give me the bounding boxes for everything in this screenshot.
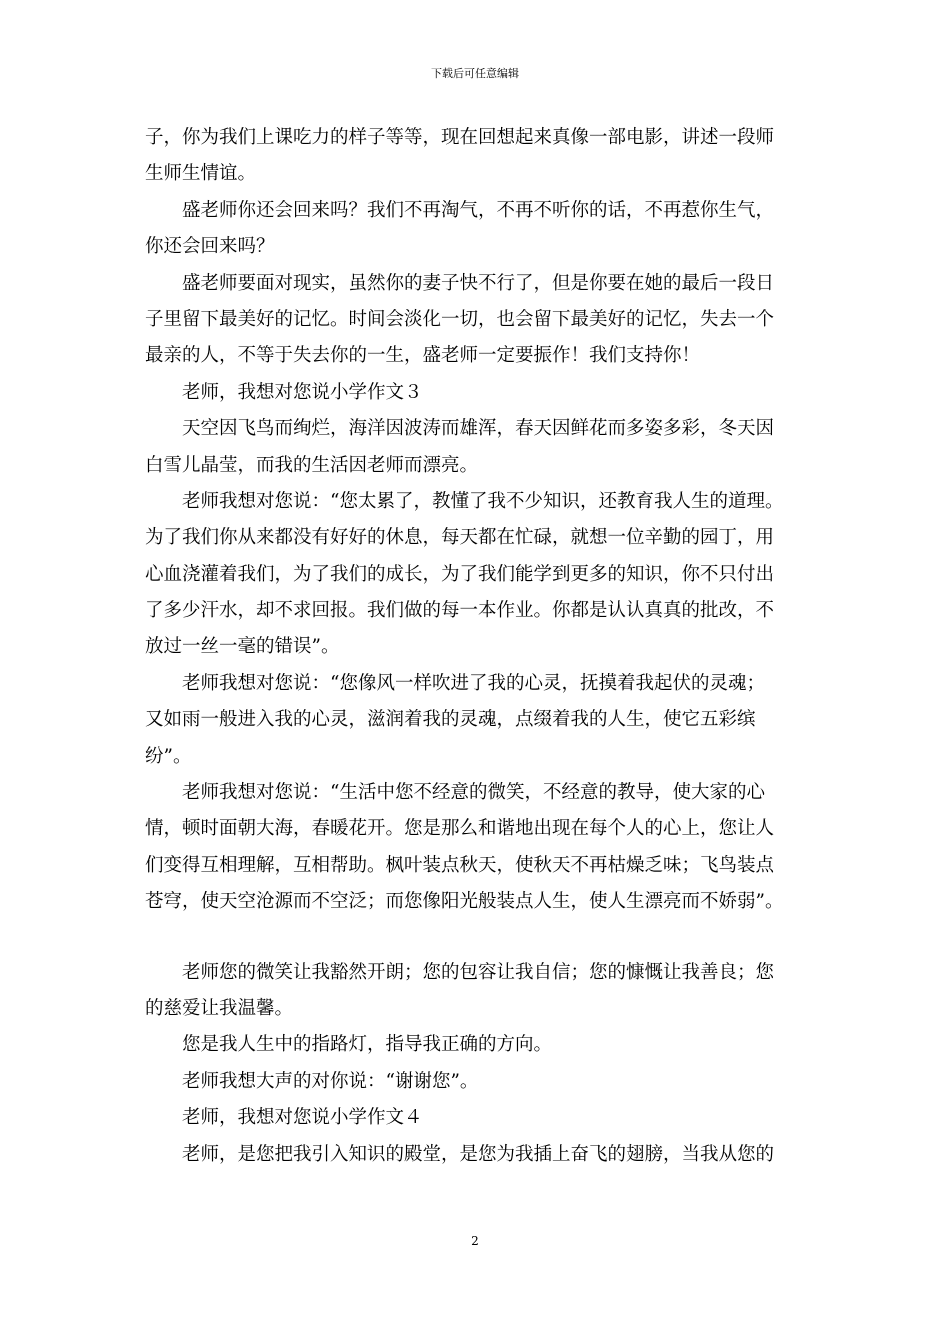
page-header: 下载后可任意编辑 (431, 67, 519, 80)
section-heading (145, 375, 817, 411)
text-line: 老师，我想对您说小学作文３ (182, 381, 423, 403)
text-line: 盛老师你还会回来吗？我们不再淘气，不再不听你的话，不再惹你生气， (182, 199, 775, 221)
text-line: 又如雨一般进入我的心灵，滋润着我的灵魂，点缀着我的人生，使它五彩缤 (145, 709, 756, 731)
text-line: 子里留下最美好的记忆。时间会淡化一切，也会留下最美好的记忆，失去一个 (145, 308, 775, 330)
text-line: 老师您的微笑让我豁然开朗；您的包容让我自信；您的慷慨让我善良；您 (182, 961, 775, 983)
text-line: 为了我们你从来都没有好好的休息，每天都在忙碌，就想一位辛勤的园丁，用 (145, 527, 775, 549)
paragraph (145, 193, 817, 266)
text-line: 老师我想对您说：“您像风一样吹进了我的心灵，抚摸着我起伏的灵魂； (182, 672, 765, 694)
text-line: 心血浇灌着我们，为了我们的成长，为了我们能学到更多的知识，你不只付出 (145, 563, 775, 585)
text-line: 天空因飞鸟而绚烂，海洋因波涛而雄浑，春天因鲜花而多姿多彩，冬天因 (182, 418, 775, 440)
text-line: 老师，是您把我引入知识的殿堂，是您为我插上奋飞的翅膀，当我从您的 (182, 1143, 775, 1165)
text-line: 苍穹，使天空沧源而不空泛；而您像阳光般装点人生，使人生漂亮而不娇弱”。 (145, 891, 784, 913)
text-line: 生师生情谊。 (145, 163, 257, 185)
text-line: 情，顿时面朝大海，春暖花开。您是那么和谐地出现在每个人的心上，您让人 (145, 818, 775, 840)
text-line: 盛老师要面对现实，虽然你的妻子快不行了，但是你要在她的最后一段日 (182, 272, 775, 294)
paragraph (145, 484, 817, 666)
text-line: 老师，我想对您说小学作文４ (182, 1107, 423, 1129)
text-line: 纷”。 (145, 745, 192, 767)
text-line: 老师我想对您说：“您太累了，教懂了我不少知识，还教育我人生的道理。 (182, 490, 784, 512)
paragraph (145, 1027, 817, 1063)
text-line: 你还会回来吗？ (145, 236, 275, 258)
text-line: 放过一丝一毫的错误”。 (145, 636, 340, 658)
text-line: 老师我想对您说：“生活中您不经意的微笑，不经意的教导，使大家的心 (182, 782, 765, 804)
text-line: 的慈爱让我温馨。 (145, 997, 294, 1019)
blank-line (145, 921, 817, 955)
section-heading (145, 1100, 817, 1136)
paragraph (145, 1064, 817, 1100)
text-line: 老师我想大声的对你说：“谢谢您”。 (182, 1070, 479, 1092)
paragraph (145, 666, 817, 775)
text-line: 您是我人生中的指路灯，指导我正确的方向。 (182, 1034, 553, 1056)
paragraph (145, 1137, 817, 1173)
text-line: 子，你为我们上课吃力的样子等等，现在回想起来真像一部电影，讲述一段师 (145, 127, 775, 148)
paragraph (145, 266, 817, 375)
paragraph (145, 411, 817, 484)
text-line: 白雪儿晶莹，而我的生活因老师而漂亮。 (145, 454, 479, 476)
text-line: 们变得互相理解，互相帮助。枫叶装点秋天，使秋天不再枯燥乏味；飞鸟装点 (145, 854, 775, 876)
paragraph (145, 120, 817, 193)
page-number: 2 (471, 1234, 479, 1248)
document-body (145, 120, 817, 1173)
text-line: 了多少汗水，却不求回报。我们做的每一本作业。你都是认认真真的批改，不 (145, 600, 775, 622)
paragraph (145, 955, 817, 1028)
paragraph (145, 775, 817, 921)
text-line: 最亲的人，不等于失去你的一生，盛老师一定要振作！我们支持你！ (145, 345, 701, 367)
